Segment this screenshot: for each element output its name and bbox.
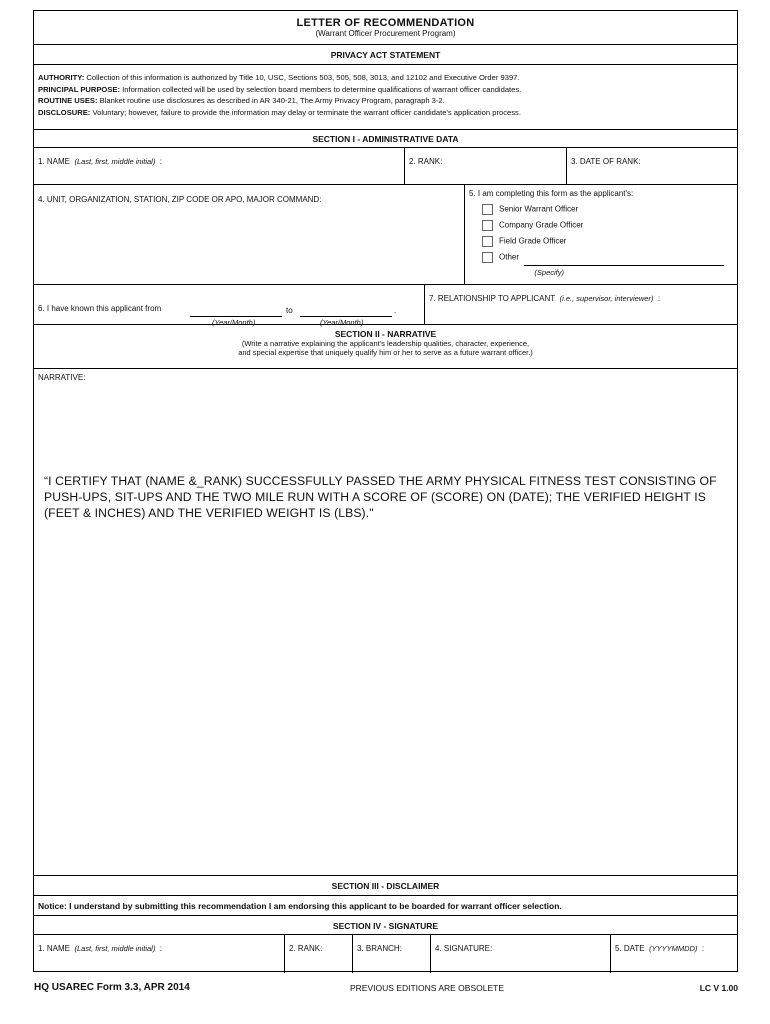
narrative-label: NARRATIVE: <box>38 373 86 382</box>
known-to-input[interactable] <box>300 316 392 317</box>
section3-heading-row <box>34 876 737 896</box>
other-specify-line[interactable] <box>524 265 724 266</box>
section1-row2 <box>34 185 737 285</box>
form-subtitle: (Warrant Officer Procurement Program) <box>315 29 456 38</box>
signature-date-field[interactable] <box>610 935 737 973</box>
option-label: Senior Warrant Officer <box>499 204 579 214</box>
signer-name-field[interactable] <box>34 935 284 973</box>
section4-heading-row <box>34 916 737 935</box>
disclaimer-row <box>34 896 737 916</box>
section3-heading: SECTION III - DISCLAIMER <box>331 881 440 891</box>
relationship-colon: : <box>657 294 661 303</box>
date-of-rank-label: 3. DATE OF RANK: <box>571 157 641 166</box>
section1-heading: SECTION I - ADMINISTRATIVE DATA <box>312 134 459 144</box>
option-field-grade[interactable] <box>482 236 566 247</box>
section1-row1 <box>34 148 737 185</box>
year-month-hint-to: (Year/Month) <box>320 318 364 327</box>
name-colon: : <box>159 157 163 166</box>
section2-heading-row <box>34 325 737 369</box>
relationship-field[interactable] <box>424 285 737 324</box>
signature-date-hint: (YYYYMMDD) <box>649 944 698 953</box>
section2-instruction-2: and special expertise that uniquely qualify him or her to serve as a future warrant officer.) <box>238 348 533 357</box>
unit-field[interactable] <box>34 185 464 284</box>
signer-name-label: 1. NAME <box>38 944 71 953</box>
option-company-grade[interactable] <box>482 220 583 231</box>
routine-uses-text: Blanket routine use disclosures as described in AR 340-21, The Army Privacy Program, paragraph 3-2. <box>99 96 445 105</box>
known-label: 6. I have known this applicant from <box>38 304 162 313</box>
signer-branch-field[interactable] <box>352 935 430 973</box>
obsolete-notice: PREVIOUS EDITIONS ARE OBSOLETE <box>350 983 504 993</box>
section2-instruction-1: (Write a narrative explaining the applicant's leadership qualities, character, experience, <box>241 339 530 348</box>
routine-uses-label: ROUTINE USES: <box>38 96 98 105</box>
section1-row3 <box>34 285 737 325</box>
checkbox[interactable] <box>482 220 493 231</box>
signer-rank-field[interactable] <box>284 935 352 973</box>
narrative-text[interactable]: “I CERTIFY THAT (NAME &_RANK) SUCCESSFULLY PASSED THE ARMY PHYSICAL FITNESS TEST CONSISTING OF PUSH-UPS, SIT-UPS AND THE TWO MILE RUN WITH A SCORE OF (SCORE) ON (DATE); THE VERIFIED HEIGHT IS (FEET & INCHES) AND THE VERIFIED WEIGHT IS (LBS)." <box>44 474 717 520</box>
name-hint: (Last, first, middle initial) <box>74 157 156 166</box>
authority-label: AUTHORITY: <box>38 73 85 82</box>
option-senior-wo[interactable] <box>482 204 578 215</box>
signer-branch-label: 3. BRANCH: <box>357 944 402 953</box>
relationship-label: 7. RELATIONSHIP TO APPLICANT <box>429 294 556 303</box>
signature-label: 4. SIGNATURE: <box>435 944 493 953</box>
name-label: 1. NAME <box>38 157 71 166</box>
section1-heading-row <box>34 130 737 148</box>
completing-label: 5. I am completing this form as the applicant's: <box>469 189 634 198</box>
signature-field[interactable] <box>430 935 610 973</box>
period-end: . <box>394 306 397 315</box>
specify-hint: (Specify) <box>534 268 564 277</box>
version-label: LC V 1.00 <box>699 983 738 993</box>
completing-as-group <box>464 185 737 284</box>
signature-date-label: 5. DATE <box>615 944 645 953</box>
privacy-heading: PRIVACY ACT STATEMENT <box>330 50 441 60</box>
option-label: Company Grade Officer <box>499 220 584 230</box>
disclosure-label: DISCLOSURE: <box>38 107 91 117</box>
checkbox[interactable] <box>482 252 493 263</box>
to-label: to <box>286 306 293 315</box>
checkbox[interactable] <box>482 204 493 215</box>
signer-name-hint: (Last, first, middle initial) <box>74 944 156 953</box>
form-header <box>34 11 737 45</box>
purpose-text: Information collected will be used by selection board members to determine qualifications of warrant officer candidates. <box>122 84 522 94</box>
option-label: Other <box>499 252 520 262</box>
form-title: LETTER OF RECOMMENDATION <box>296 17 475 29</box>
option-label: Field Grade Officer <box>499 236 567 246</box>
rank-field[interactable] <box>404 148 566 184</box>
known-from-input[interactable] <box>190 316 282 317</box>
recommendation-form <box>33 10 738 972</box>
signature-row <box>34 935 737 973</box>
disclosure-text: Voluntary; however, failure to provide the information may delay or terminate the warrant officer candidate's application process. <box>92 107 521 117</box>
known-period-group <box>34 285 424 327</box>
section2-heading: SECTION II - NARRATIVE <box>334 329 437 339</box>
signature-date-colon: : <box>701 944 705 953</box>
disclaimer-notice: Notice: I understand by submitting this recommendation I am endorsing this applicant to be boarded for warrant officer selection. <box>38 901 562 911</box>
privacy-statement <box>34 65 737 130</box>
rank-label: 2. RANK: <box>409 157 443 166</box>
signer-rank-label: 2. RANK: <box>289 944 323 953</box>
authority-text: Collection of this information is authorized by Title 10, USC, Sections 503, 505, 508, 3013, and 12102 and Executive Order 9397. <box>86 73 520 82</box>
relationship-hint: (i.e., supervisor, interviewer) <box>559 294 654 303</box>
signer-name-colon: : <box>159 944 163 953</box>
checkbox[interactable] <box>482 236 493 247</box>
purpose-label: PRINCIPAL PURPOSE: <box>38 84 120 94</box>
form-id: HQ USAREC Form 3.3, APR 2014 <box>34 982 190 993</box>
date-of-rank-field[interactable] <box>566 148 737 184</box>
name-field[interactable] <box>34 148 404 184</box>
section4-heading: SECTION IV - SIGNATURE <box>332 921 439 931</box>
narrative-area[interactable] <box>34 369 737 876</box>
option-other[interactable] <box>482 252 519 263</box>
privacy-heading-row <box>34 45 737 65</box>
year-month-hint-from: (Year/Month) <box>212 318 256 327</box>
unit-label: 4. UNIT, ORGANIZATION, STATION, ZIP CODE OR APO, MAJOR COMMAND: <box>38 195 322 204</box>
